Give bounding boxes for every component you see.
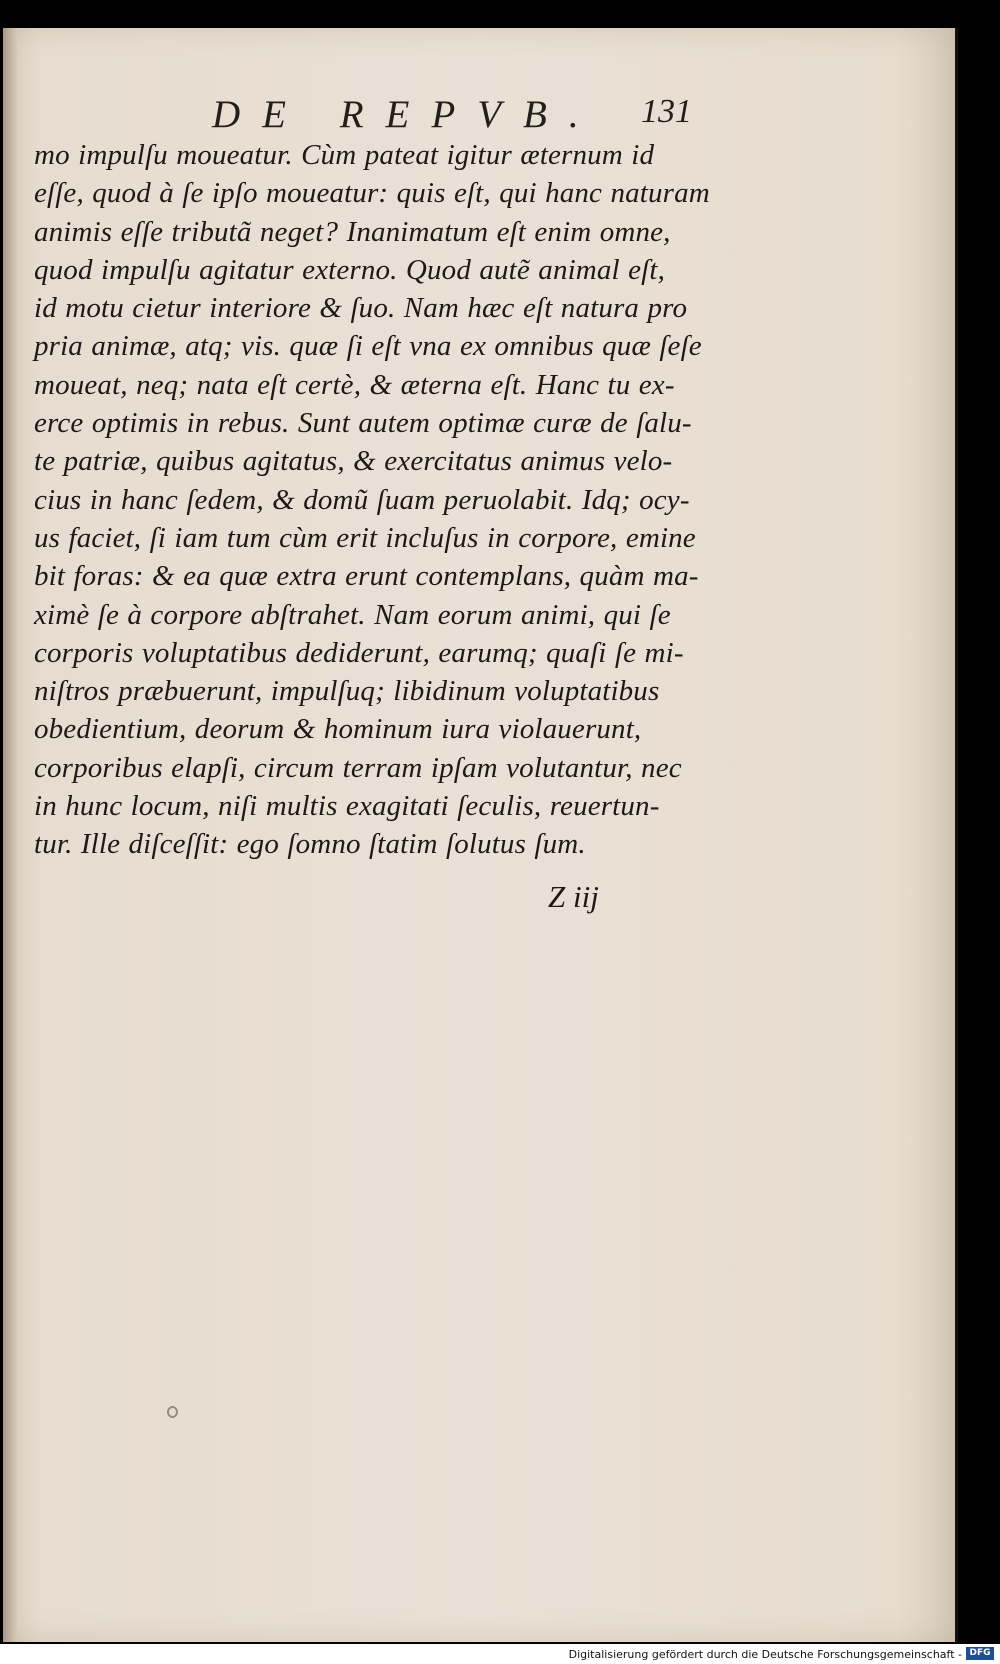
text-line: us faciet, ſi iam tum cùm erit incluſus in corpore, emine	[34, 521, 696, 554]
paper-blemish	[167, 1406, 178, 1418]
body-text	[34, 136, 746, 864]
signature-mark: Z iij	[548, 879, 599, 914]
text-line: erce optimis in rebus. Sunt autem optimæ curæ de ſalu-	[34, 407, 692, 440]
text-line: bit foras: & ea quæ extra erunt contemplans, quàm ma-	[34, 560, 699, 593]
text-line: id motu cietur interiore & ſuo. Nam hæc eſt natura pro	[34, 292, 688, 325]
running-head: DE REPVB.	[212, 93, 601, 136]
text-line: cius in hanc ſedem, & domũ ſuam peruolabit. Idq; ocy-	[34, 483, 690, 516]
text-line: in hunc locum, niſi multis exagitati ſeculis, reuertun-	[34, 790, 660, 823]
text-line: corporis voluptatibus dediderunt, earumq; quaſi ſe mi-	[34, 636, 684, 669]
text-line: ximè ſe à corpore abſtrahet. Nam eorum animi, qui ſe	[34, 598, 671, 631]
text-line: tur. Ille diſceſſit: ego ſomno ſtatim ſolutus ſum.	[34, 828, 586, 861]
text-line: eſſe, quod à ſe ipſo moueatur: quis eſt, qui hanc naturam	[34, 177, 710, 210]
text-line: animis eſſe tributã neget? Inanimatum eſt enim omne,	[34, 215, 671, 248]
dfg-logo: DFG	[966, 1647, 994, 1660]
text-line: quod impulſu agitatur externo. Quod autẽ animal eſt,	[34, 253, 665, 286]
page-gutter	[3, 28, 17, 1642]
digitization-credit: Digitalisierung gefördert durch die Deutsche Forschungsgemeinschaft -	[568, 1648, 962, 1661]
text-line: te patriæ, quibus agitatus, & exercitatus animus velo-	[34, 445, 673, 478]
text-line: moueat, neq; nata eſt certè, & æterna eſt. Hanc tu ex-	[34, 368, 675, 401]
page-number: 131	[641, 93, 692, 130]
text-line: corporibus elapſi, circum terram ipſam volutantur, nec	[34, 751, 682, 784]
text-line: obedientium, deorum & hominum iura violauerunt,	[34, 713, 642, 746]
text-line: mo impulſu moueatur. Cùm pateat igitur æternum id	[34, 139, 655, 171]
text-line: niſtros præbuerunt, impulſuq; libidinum voluptatibus	[34, 675, 660, 708]
text-line: pria animæ, atq; vis. quæ ſi eſt vna ex omnibus quæ ſeſe	[34, 330, 702, 363]
